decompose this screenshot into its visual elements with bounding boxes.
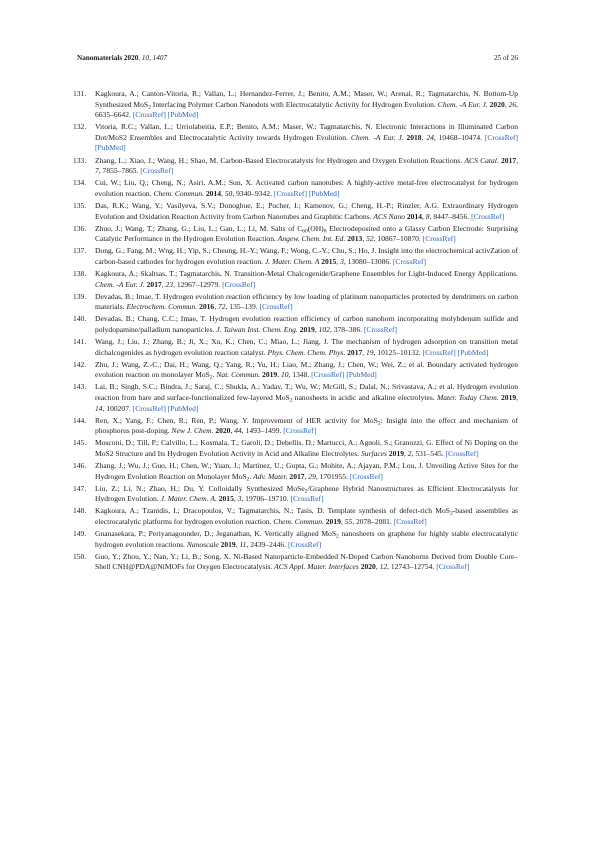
volume: 3 xyxy=(237,494,242,504)
reference-text: -based assemblies as electrocatalytic platforms for hydrogen evolution reaction. xyxy=(95,506,518,527)
reference-item xyxy=(73,155,518,177)
reference-number: 150. xyxy=(73,551,87,561)
pub-year: 2017 xyxy=(289,471,305,481)
subscript: 60 xyxy=(302,228,308,235)
reference-text: , xyxy=(422,211,426,221)
reference-item xyxy=(73,359,518,381)
journal-abbrev: Phys. Chem. Chem. Phys. xyxy=(267,347,346,357)
reference-text: , xyxy=(362,347,367,357)
reference-text: , 7855–7865. xyxy=(98,166,141,176)
reference-text: . xyxy=(249,471,254,481)
journal-year: 2020 xyxy=(123,54,139,62)
reference-number: 140. xyxy=(73,314,87,324)
reference-text: Zhuo, J.; Wang, T.; Zhang, G.; Liu, L.; Gan, L.; Li, M. Salts of C xyxy=(95,223,303,233)
volume: 10 xyxy=(280,370,289,380)
crossref-link[interactable]: [CrossRef] xyxy=(259,302,293,312)
pub-year: 2015 xyxy=(321,256,337,266)
reference-text: , xyxy=(161,279,166,289)
reference-item xyxy=(73,337,518,358)
reference-text: Ren, X.; Yang, F.; Chen, R.; Ren, P.; Wang, Y. Improvement of HER activity for MoS xyxy=(95,415,378,425)
subscript: 2 xyxy=(377,420,381,427)
journal-abbrev: ACS Appl. Mater. Interfaces xyxy=(274,562,359,572)
journal-citation xyxy=(77,54,167,62)
pubmed-link[interactable]: [PubMed] xyxy=(308,188,340,198)
reference-item xyxy=(73,529,518,550)
page-number: 25 of 26 xyxy=(494,54,518,62)
reference-text: Lai, B.; Singh, S.C.; Bindra, J.; Saraj, C.; Shukla, A.; Yadav, T.; Wu, W.; McGill, S.; Dalal, N.; Srivastava, A.; et al. Hydrogen evolution reaction from bare and surface-functionalized few-layered MoS xyxy=(95,382,518,403)
crossref-link[interactable]: [CrossRef] xyxy=(140,166,174,176)
pub-year: 2017 xyxy=(501,155,517,165)
journal-abbrev: Adv. Mater. xyxy=(253,471,288,481)
subscript: 2 xyxy=(209,374,213,381)
crossref-link[interactable]: [CrossRef] xyxy=(349,471,383,481)
volume: 23 xyxy=(165,279,174,289)
pubmed-link[interactable]: [PubMed] xyxy=(167,403,199,413)
reference-text: Interfacing Polymer Carbon Nanodots with Electrocatalytic Activity for Hydrogen Evolution. xyxy=(150,99,438,109)
journal-abbrev: Electrochem. Commun. xyxy=(126,302,198,312)
reference-text: , xyxy=(516,155,518,165)
journal-abbrev: Nat. Commun. xyxy=(216,370,261,380)
reference-number: 145. xyxy=(73,438,87,448)
reference-number: 141. xyxy=(73,337,87,347)
reference-text: /Graphene Hybrid Nanostructures as Efficient Electrocatalysts for Hydrogen Evolution. xyxy=(95,483,518,504)
volume: 2 xyxy=(407,449,412,458)
volume: 3 xyxy=(340,256,344,266)
pubmed-link[interactable]: [PubMed] xyxy=(167,110,199,120)
crossref-link[interactable]: [CrossRef] xyxy=(393,517,427,527)
reference-item xyxy=(73,178,518,199)
reference-number: 137. xyxy=(73,246,87,256)
reference-text: , xyxy=(516,393,519,403)
reference-number: 136. xyxy=(73,223,87,233)
reference-text: , xyxy=(277,370,281,380)
journal-abbrev: Mater. Today Chem. xyxy=(436,393,499,403)
reference-text: , xyxy=(214,302,218,312)
pubmed-link[interactable]: [PubMed] xyxy=(95,143,126,153)
volume: 52 xyxy=(366,234,374,244)
reference-text: nanosheets on graphene for highly stable electrocatalytic hydrogen evolution reactions. xyxy=(95,529,518,549)
reference-text: Kagkoura, A.; Tzanidis, I.; Dracopoulos, V.; Tagmatarchis, N.; Tasis, D. Template synthesis of defect-rich MoS xyxy=(95,506,450,516)
running-header xyxy=(77,54,518,66)
reference-text: , 2439–2446. xyxy=(246,539,288,549)
journal-abbrev: Chem. -A Eur. J. xyxy=(350,132,404,142)
reference-number: 134. xyxy=(73,178,87,188)
reference-number: 148. xyxy=(73,506,87,516)
journal-abbrev: Chem. -A Eur. J. xyxy=(437,99,488,109)
reference-text: , xyxy=(235,539,240,549)
reference-item xyxy=(73,551,518,573)
reference-text: , 1348. xyxy=(288,370,312,380)
pub-year: 2019 xyxy=(325,517,341,527)
reference-item xyxy=(73,200,518,222)
reference-text: , xyxy=(362,234,367,244)
pub-year: 2019 xyxy=(220,539,236,549)
volume: 11 xyxy=(239,539,247,549)
reference-text: , xyxy=(375,562,380,572)
volume: 50 xyxy=(224,188,233,198)
reference-number: 131. xyxy=(73,89,87,98)
reference-text: : Insight into the effect and mechanism of phosphorus post-doping. xyxy=(95,415,518,436)
reference-text: , 6635–6642. xyxy=(95,99,519,120)
volume: 44 xyxy=(234,426,242,436)
reference-number: 138. xyxy=(73,269,87,278)
pub-year: 2016 xyxy=(199,302,215,312)
reference-text: Cui, W.; Liu, Q.; Cheng, N.; Asiri, A.M.; Sun, X. Activated carbon nanotubes: A highly-active metal-free electrocatalyst for hydrogen evolution reaction. xyxy=(95,178,518,198)
reference-text: Guo, Y.; Zhou, Y.; Nan, Y.; Li, B.; Song, X. Ni-Based Nanoparticle-Embedded N-Doped Carbon Nanohorns Derived from Double Core–Shell CNH@PDA@NiMOFs for Oxygen Electrocatalysis. xyxy=(95,551,518,572)
crossref-link[interactable]: [CrossRef] xyxy=(283,426,317,436)
subscript: 2 xyxy=(304,488,308,495)
journal-abbrev: Chem. -A Eur. J. xyxy=(95,279,145,289)
reference-item xyxy=(73,382,519,414)
reference-text: , 13080–13086. xyxy=(343,256,393,266)
reference-text: Kagkoura, A.; Canton-Vitoria, R.; Vallan, L.; Hernandez-Ferrer, J.; Benito, A.M.; Maser, W.; Arenal, R.; Tagmatarchis, N. Bottom-Up Synthesized MoS xyxy=(95,89,518,109)
reference-text: , 100207. xyxy=(102,403,133,413)
pub-year: 2020 xyxy=(215,426,231,436)
reference-number: 139. xyxy=(73,291,87,301)
reference-text: , 1493–1499. xyxy=(241,426,284,436)
reference-number: 146. xyxy=(73,461,87,471)
reference-text: , 1701955. xyxy=(315,471,350,481)
crossref-link[interactable]: [CrossRef] xyxy=(363,324,398,334)
reference-text: Mosconi, D.; Till, P.; Calvillo, L.; Kosmala, T.; Garoli, D.; Debellis, D.; Martucci, A.; Agnoli, S.; Granozzi, G. Effect of Ni Doping on the MoS2 Structure and Its Hydrogen Evolution Activity in Acid and Alkaline Electrolytes. xyxy=(95,438,518,458)
reference-text: , 19706–19710. xyxy=(241,494,291,504)
reference-text: Das, R.K.; Wang, Y.; Vasilyeva, S.V.; Donoghue, E.; Pucher, I.; Kamenov, G.; Cheng, H.-P.; Rinzler, A.G. Extraordinary Hydrogen Evolution and Oxidation Reaction Activity from Carbon Nanotubes and Graphitic Carbons. xyxy=(95,200,518,221)
pubmed-link[interactable]: [PubMed] xyxy=(346,370,377,380)
reference-text: , 2078–2081. xyxy=(352,517,394,527)
reference-text: , 531–545. xyxy=(411,449,446,458)
reference-text: , 135–139. xyxy=(225,302,260,312)
subscript: 2 xyxy=(148,104,151,111)
reference-text: Devadas, B.; Chang, C.C.; Imae, T. Hydrogen evolution reaction efficiency of carbon nanohorn incorporating molybdenum sulfide and polydopamine/palladium nanoparticles. xyxy=(95,314,518,334)
reference-item xyxy=(73,223,518,245)
reference-text: Zhu, J.; Wang, Z.-C.; Dai, H.; Wang, Q.; Yang, R.; Yu, H.; Liao, M.; Zhang, J.; Chen, W.; Wei, Z.; et al. Boundary activated hydrogen evolution reaction on monolayer MoS xyxy=(95,359,518,380)
crossref-link[interactable]: [CrossRef] xyxy=(287,539,322,549)
volume: 12 xyxy=(379,562,388,572)
journal-volume-article: , 10, 1407 xyxy=(138,54,168,62)
reference-item xyxy=(73,246,518,267)
reference-item xyxy=(73,291,518,313)
pub-year: 2014 xyxy=(406,211,422,221)
reference-text: Zhang, L.; Xiao, J.; Wang, H.; Shao, M. Carbon-Based Electrocatalysts for Hydrogen and Oxygen Evolution Reactions. xyxy=(95,155,465,165)
volume: 7 xyxy=(95,166,99,176)
volume: 19 xyxy=(366,347,374,357)
reference-text: Kagkoura, A.; Skaltsas, T.; Tagmatarchis, N. Transition-Metal Chalcogenide/Graphene Ensembles for Light-Induced Energy Applications. xyxy=(95,269,518,278)
volume: 55 xyxy=(344,517,353,527)
reference-text: Dong, G.; Fang, M.; Wng, H.; Yip, S.; Cheung, H.-Y.; Wang, F.; Wong, C.-Y.; Chu, S.; Ho, J. Insight into the electrochemical activZation of carbon-based cathodes for hydrogen evolution reaction. xyxy=(95,246,518,266)
pub-year: 2020 xyxy=(489,99,505,109)
journal-abbrev: J. Taiwan Inst. Chem. Eng. xyxy=(216,324,298,334)
reference-text: , xyxy=(314,324,319,334)
reference-text: , xyxy=(403,449,408,458)
journal-abbrev: Surfaces xyxy=(361,449,387,458)
reference-item xyxy=(73,89,519,121)
reference-number: 144. xyxy=(73,415,87,425)
reference-list xyxy=(73,89,519,575)
journal-name: Nanomaterials xyxy=(77,54,123,62)
crossref-link[interactable]: [CrossRef] xyxy=(290,494,324,504)
reference-item xyxy=(73,314,518,335)
reference-number: 135. xyxy=(73,200,87,210)
crossref-link[interactable]: [CrossRef] xyxy=(311,370,345,380)
crossref-link[interactable]: [CrossRef] xyxy=(471,211,505,221)
volume: 72 xyxy=(217,302,226,312)
reference-text: , 10125–10132. xyxy=(373,347,423,357)
journal-abbrev: New J. Chem. xyxy=(171,426,214,436)
reference-text: Gnanasekara, P.; Periyanagounder, D.; Jeganathan, K. Vertically aligned MoS xyxy=(95,529,337,539)
journal-abbrev: ACS Catal. xyxy=(464,155,499,165)
reference-text: , xyxy=(233,494,238,504)
reference-text: , xyxy=(336,256,341,266)
pub-year: 2020 xyxy=(360,562,376,572)
pub-year: 2014 xyxy=(205,188,221,198)
reference-item xyxy=(73,461,518,483)
reference-text: , xyxy=(504,99,509,109)
volume: 29 xyxy=(308,471,316,481)
journal-abbrev: J. Mater. Chem. A. xyxy=(160,494,217,504)
reference-number: 133. xyxy=(73,155,87,165)
reference-text: (OH) xyxy=(307,223,324,233)
reference-text: , xyxy=(230,426,235,436)
journal-abbrev: J. Mater. Chem. A xyxy=(264,256,320,266)
reference-item xyxy=(73,483,518,505)
crossref-link[interactable]: [CrossRef] xyxy=(484,132,519,142)
reference-item xyxy=(73,438,518,459)
pub-year: 2017 xyxy=(347,347,363,357)
reference-text: , 9340–9342. xyxy=(232,188,274,198)
reference-text: , 12743–12754. xyxy=(387,562,437,572)
volume: 26 xyxy=(508,99,517,109)
pub-year: 2015 xyxy=(218,494,234,504)
pub-year: 2019 xyxy=(388,449,404,458)
reference-text: Devadas, B.; Imae, T. Hydrogen evolution reaction efficiency by low loading of platinum nanoparticles protected by dendrimers on carbon materials. xyxy=(95,291,518,312)
subscript: 2 xyxy=(246,476,250,483)
reference-number: 147. xyxy=(73,483,87,493)
crossref-link[interactable]: [CrossRef] xyxy=(222,279,256,289)
reference-text: . xyxy=(212,370,217,380)
reference-text: , 10468–10474. xyxy=(433,132,485,142)
journal-abbrev: Chem. Commun. xyxy=(153,188,205,198)
journal-abbrev: Chem. Commun. xyxy=(273,517,324,527)
reference-text: Vitoria, R.C.; Vallan, L.; Urriolabeitia, E.P.; Benito, A.M.; Maser, W.; Tagmatarchis, N. Electronic Interactions in Illuminated Carbon Dot/MoS2 Ensembles and Electrocatalytic Activity towards Hydrogen Evolution. xyxy=(95,122,518,142)
pub-year: 2019 xyxy=(299,324,315,334)
crossref-link[interactable]: [CrossRef] xyxy=(132,110,166,120)
reference-number: 142. xyxy=(73,359,87,369)
pub-year: 2018 xyxy=(406,132,422,142)
pub-year: 2017 xyxy=(146,279,162,289)
subscript: 8 xyxy=(323,228,327,235)
reference-item xyxy=(73,415,518,437)
crossref-link[interactable]: [CrossRef] xyxy=(392,256,427,266)
crossref-link[interactable]: [CrossRef] xyxy=(273,188,307,198)
reference-text: , 12967–12979. xyxy=(173,279,223,289)
crossref-link[interactable]: [CrossRef] xyxy=(132,403,166,413)
reference-text: , xyxy=(221,188,225,198)
reference-number: 149. xyxy=(73,529,87,539)
crossref-link[interactable]: [CrossRef] xyxy=(436,562,470,572)
reference-text: , 10867–10870. xyxy=(373,234,423,244)
volume: 24 xyxy=(426,132,434,142)
reference-text: , 378–386. xyxy=(329,324,364,334)
volume: 8 xyxy=(425,211,430,221)
pubmed-link[interactable]: [PubMed] xyxy=(457,347,489,357)
reference-text: , 8447–8456. xyxy=(429,211,472,221)
reference-text: Wang, J.; Liu, J.; Zhang, B.; Ji, X.; Xu, K.; Chen, C.; Miao, L.; Jiang, J. The mechanism of hydrogen adsorption on transition metal dichalcogenides as hydrogen evolution reaction catalyst. xyxy=(95,337,518,357)
reference-text: , xyxy=(340,517,345,527)
subscript: 2 xyxy=(289,397,293,404)
volume: 102 xyxy=(318,324,330,334)
reference-text: Liu, Z.; Li, N.; Zhao, H.; Du, Y. Colloidally Synthesized MoSe xyxy=(95,483,305,493)
crossref-link[interactable]: [CrossRef] xyxy=(445,449,479,458)
reference-text: nanosheets in acidic and alkaline electrolytes. xyxy=(292,393,437,403)
reference-item xyxy=(73,506,518,527)
reference-item xyxy=(73,269,518,290)
reference-item xyxy=(73,122,519,154)
crossref-link[interactable]: [CrossRef] xyxy=(422,234,456,244)
reference-text: Electrodeposited onto a Glassy Carbon Electrode: Surprising Catalytic Performance in the Hydrogen Evolution Reaction. xyxy=(95,223,518,244)
journal-abbrev: Nanoscale xyxy=(186,539,219,549)
reference-text: Zhang, J.; Wu, J.; Guo, H.; Chen, W.; Yuan, J.; Martinez, U.; Gupta, G.; Mohite, A.; Ajayan, P.M.; Lou, J. Unveiling Active Sites for the Hydrogen Evolution Reaction on Monolayer MoS xyxy=(95,461,518,481)
subscript: 2 xyxy=(336,533,339,540)
journal-abbrev: Angew. Chem. Int. Ed. xyxy=(277,234,346,244)
journal-abbrev: ACS Nano xyxy=(373,211,406,221)
pub-year: 2019 xyxy=(501,393,517,403)
volume: 14 xyxy=(95,403,103,413)
crossref-link[interactable]: [CrossRef] xyxy=(422,347,456,357)
pub-year: 2013 xyxy=(347,234,363,244)
reference-text: , xyxy=(421,132,427,142)
reference-number: 132. xyxy=(73,122,87,132)
reference-text: , xyxy=(304,471,309,481)
reference-number: 143. xyxy=(73,382,87,392)
pub-year: 2019 xyxy=(262,370,278,380)
subscript: 2 xyxy=(450,510,453,517)
